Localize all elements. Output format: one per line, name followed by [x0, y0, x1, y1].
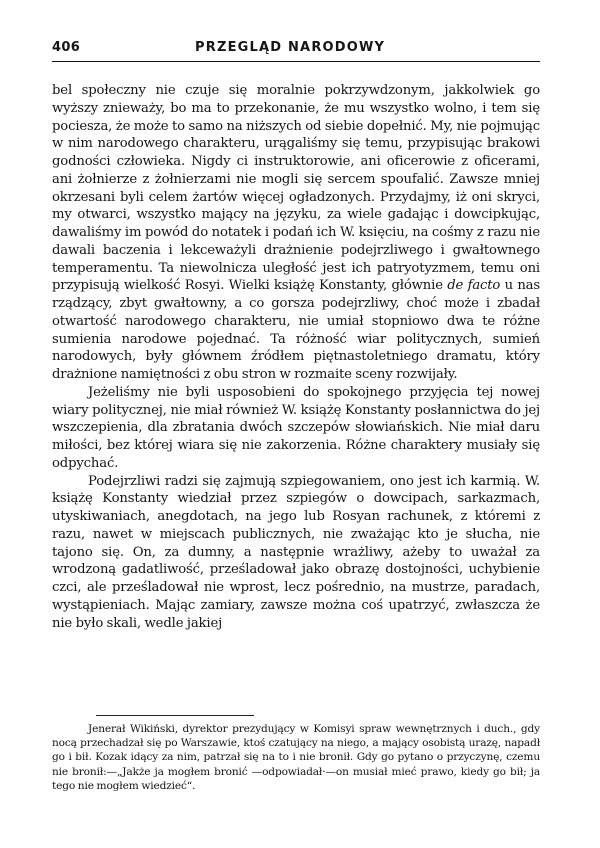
paragraph-3: Podejrzliwi radzi się zajmują szpiegowaniem, ono jest ich karmią. W. książę Konstanty wiedział przez szpiegów o dowcipach, sarkazmach, utyskiwaniach, anegdotach, na jego lub Rosyan rachunek, z któremi z razu, nawet w miejscach publicznych, nie zważając kto je słucha, nie tajono się. On, za dumny, a następnie wrażliwy, ażeby to uważał za wrodzoną gadatliwość, prześladował jako obrazę dostojności, uchybienie czci, ale prześladował nie wprost, lecz pośrednio, na mustrze, paradach, wystąpieniach. Mając zamiary, zawsze można coś upatrzyć, zwłaszcza że nie było skali, wedle jakiej: [52, 473, 540, 631]
paragraph-1-italic: de facto: [447, 278, 501, 294]
footnote: Jenerał Wikiński, dyrektor prezydujący w Komisyi spraw wewnętrznych i duch., gdy nocą przechadzał się po Warszawie, ktoś czatujący na niego, a mający osobistą urazę, napadł go i bił. Kozak idący za nim, patrzał się na to i nie bronił. Gdy go pytano o przyczynę, czemu nie bronił:—„Jakże ja mogłem bronić —odpowiadał·—on musiał mieć prawo, kiedy go bił; ja tego nie mogłem wiedzieć“.: [52, 723, 540, 792]
footnote-rule: [96, 715, 254, 716]
running-title: PRZEGLĄD NARODOWY: [195, 40, 386, 55]
paragraph-2: Jeżeliśmy nie byli usposobieni do spokojnego przyjęcia tej nowej wiary politycznej, nie miał również W. książę Konstanty posłannictwa do jej wszczepienia, dla zbratania dwóch szczepów słowiańskich. Nie miał daru miłości, bez której wiara się nie zakorzenia. Różne charaktery musiały się odpychać.: [52, 384, 540, 471]
paragraph-1-text-a: bel społeczny nie czuje się moralnie pokrzywdzonym, jakkolwiek go wyższy znieważy, bo ma to przekonanie, że mu wszystko wolno, i tem się pociesza, że może to samo na niższych od siebie dopełnić. My, nie pojmując w nim narodowego charakteru, urągaliśmy się temu, przypisując brakowi godności człowieka. Nigdy ci instruktorowie, ani oficerowie z oficerami, ani żołnierze z żołnierzami nie mogli się sercem spoufalić. Zawsze mniej okrzesani byli celem żartów więcej ogładzonych. Przydajmy, iż oni skryci, my otwarci, wszystko mający na języku, za wiele gadając i dowcipkując, dawaliśmy im powód do notatek i podań ich W. księciu, na cośmy z razu nie dawali baczenia i lekceważyli drażnienie podejrzliwego i gwałtownego temperamentu. Ta niewolnicza uległość jest ich patryotyzmem, temu oni przypisują wielkość Rosyi. Wielki książę Konstanty, głównie: [52, 83, 540, 294]
paragraph-1-text-b: u nas rządzący, zbyt gwałtowny, a co gorsza podejrzliwy, choć może i zbadał otwartość narodowego charakteru, nie umiał stopniowo dwa te różne sumienia narodowe pojednać. Ta różność wiar politycznych, sumień narodowych, były głównem źródłem piętnastoletniego dramatu, który drażnione namiętności z obu stron w rozmaite sceny rozwijały.: [52, 278, 540, 382]
main-text: [52, 82, 540, 632]
page-header: [52, 40, 540, 58]
paragraph-1: [52, 82, 540, 384]
page-number: 406: [52, 40, 81, 55]
header-rule: [52, 61, 540, 62]
